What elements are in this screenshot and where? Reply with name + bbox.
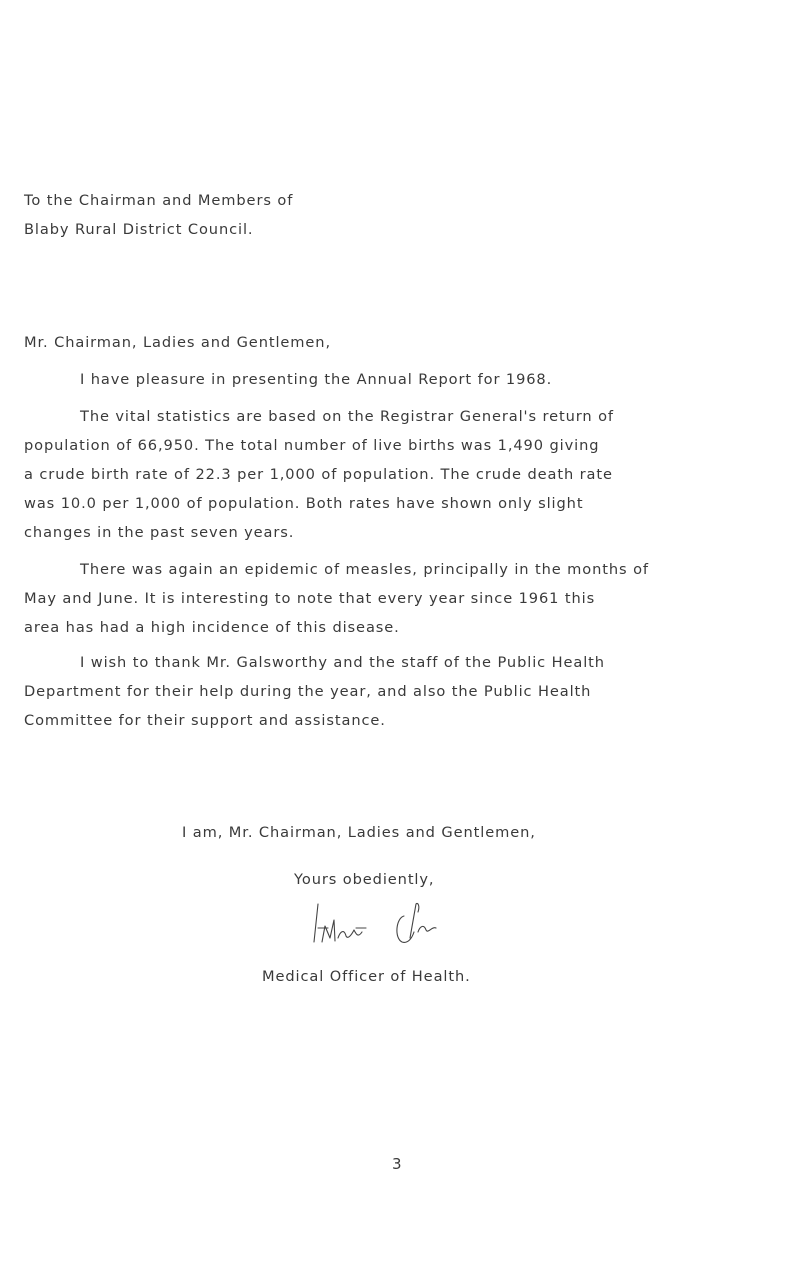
closing-line-1: I am, Mr. Chairman, Ladies and Gentlemen, <box>182 824 536 841</box>
paragraph-4-line-3: Committee for their support and assistance. <box>24 712 386 729</box>
signature-image <box>308 898 458 960</box>
paragraph-4-line-2: Department for their help during the year, and also the Public Health <box>24 683 592 700</box>
signatory-title: Medical Officer of Health. <box>262 968 471 985</box>
page-number: 3 <box>392 1155 402 1173</box>
paragraph-4-line-1: I wish to thank Mr. Galsworthy and the staff of the Public Health <box>80 654 605 671</box>
paragraph-3-line-1: There was again an epidemic of measles, principally in the months of <box>80 561 649 578</box>
paragraph-2-line-5: changes in the past seven years. <box>24 524 295 541</box>
paragraph-2-line-3: a crude birth rate of 22.3 per 1,000 of population. The crude death rate <box>24 466 613 483</box>
paragraph-3-line-3: area has had a high incidence of this disease. <box>24 619 400 636</box>
paragraph-2-line-4: was 10.0 per 1,000 of population. Both rates have shown only slight <box>24 495 584 512</box>
salutation: Mr. Chairman, Ladies and Gentlemen, <box>24 334 331 351</box>
address-line-1: To the Chairman and Members of <box>24 192 294 209</box>
paragraph-2-line-2: population of 66,950. The total number of live births was 1,490 giving <box>24 437 600 454</box>
paragraph-2-line-1: The vital statistics are based on the Registrar General's return of <box>80 408 614 425</box>
paragraph-3-line-2: May and June. It is interesting to note that every year since 1961 this <box>24 590 596 607</box>
address-line-2: Blaby Rural District Council. <box>24 221 254 238</box>
paragraph-1-line-1: I have pleasure in presenting the Annual Report for 1968. <box>80 371 553 388</box>
closing-line-2: Yours obediently, <box>294 871 435 888</box>
